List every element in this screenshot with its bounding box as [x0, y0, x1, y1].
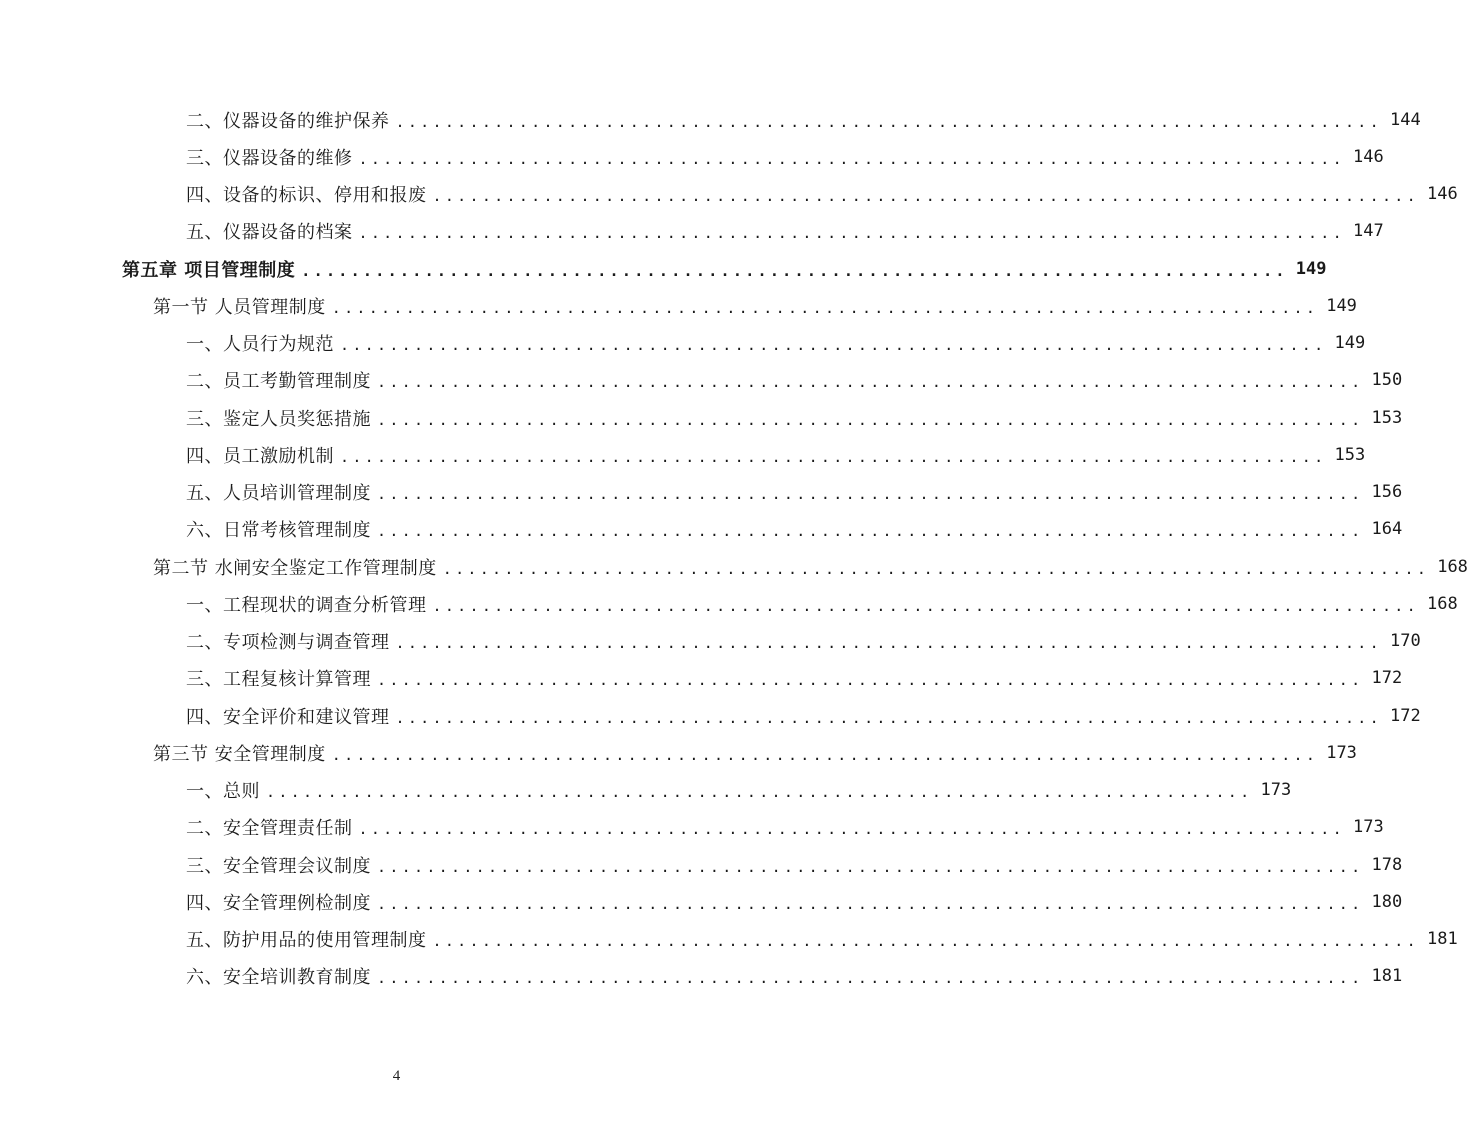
- toc-item-entry[interactable]: [186, 325, 1366, 362]
- toc-section-entry[interactable]: [153, 287, 1357, 324]
- toc-entry-label: 二、专项检测与调查管理: [186, 632, 390, 653]
- toc-dot-leader: ................................................................................: [432, 187, 1419, 205]
- toc-section-entry[interactable]: [153, 548, 1468, 585]
- toc-page-number: 181: [1426, 929, 1458, 949]
- toc-dot-leader: ................................................................................: [377, 671, 1364, 690]
- toc-entry-label: 一、总则: [186, 781, 260, 802]
- toc-dot-leader: ................................................................................: [377, 485, 1364, 503]
- toc-page-number: 172: [1371, 668, 1403, 689]
- toc-dot-leader: ................................................................................: [377, 373, 1364, 392]
- toc-page-number: 178: [1371, 854, 1403, 875]
- toc-entry-label: 一、人员行为规范: [186, 334, 334, 355]
- toc-dot-leader: ................................................................................: [358, 820, 1345, 839]
- toc-dot-leader: ................................................................................: [442, 559, 1430, 578]
- toc-dot-leader: ................................................................................: [432, 596, 1419, 615]
- toc-page-number: 180: [1371, 891, 1403, 912]
- toc-item-entry[interactable]: [186, 772, 1292, 809]
- toc-item-entry[interactable]: [186, 436, 1366, 473]
- toc-page-number: 147: [1352, 221, 1384, 242]
- toc-dot-leader: ................................................................................: [340, 447, 1327, 466]
- toc-page-number: 172: [1389, 705, 1421, 726]
- toc-dot-leader: ................................................................................: [377, 894, 1364, 913]
- toc-entry-label: 四、安全评价和建议管理: [186, 706, 390, 728]
- toc-page-number: 164: [1371, 519, 1403, 540]
- toc-page-number: 181: [1371, 966, 1403, 987]
- toc-chapter-entry[interactable]: [122, 250, 1327, 287]
- toc-item-entry[interactable]: [186, 474, 1403, 511]
- toc-entry-label: 第二节 水闸安全鉴定工作管理制度: [153, 557, 437, 579]
- toc-page-number: 146: [1352, 146, 1384, 167]
- toc-entry-label: 四、设备的标识、停用和报废: [186, 185, 427, 206]
- toc-item-entry[interactable]: [186, 511, 1403, 548]
- toc-dot-leader: ................................................................................: [377, 969, 1364, 988]
- toc-page-number: 150: [1371, 370, 1403, 391]
- toc-page-number: 146: [1426, 184, 1458, 204]
- toc-section-entry[interactable]: [153, 734, 1357, 771]
- toc-page-number: 153: [1371, 407, 1403, 428]
- toc-dot-leader: ................................................................................: [266, 783, 1253, 801]
- toc-entry-label: 三、仪器设备的维修: [186, 147, 353, 169]
- toc-entry-label: 二、员工考勤管理制度: [186, 371, 371, 393]
- toc-dot-leader: ................................................................................: [377, 410, 1364, 429]
- toc-dot-leader: ................................................................................: [358, 224, 1345, 243]
- toc-item-entry[interactable]: [186, 213, 1384, 250]
- toc-entry-label: 第五章 项目管理制度: [122, 259, 296, 281]
- toc-dot-leader: ................................................................................: [331, 298, 1319, 317]
- toc-entry-label: 三、工程复核计算管理: [186, 669, 371, 691]
- toc-entry-label: 第三节 安全管理制度: [153, 743, 326, 765]
- toc-page-number: 168: [1437, 556, 1468, 577]
- toc-page-number: 173: [1260, 780, 1292, 800]
- toc-page-number: 168: [1426, 593, 1458, 614]
- toc-entry-label: 三、安全管理会议制度: [186, 855, 371, 877]
- toc-page-number: 156: [1371, 482, 1403, 502]
- toc-entry-label: 五、仪器设备的档案: [186, 222, 353, 244]
- toc-item-entry[interactable]: [186, 101, 1421, 138]
- toc-entry-label: 五、人员培训管理制度: [186, 483, 371, 504]
- toc-entry-label: 五、防护用品的使用管理制度: [186, 930, 427, 951]
- toc-item-entry[interactable]: [186, 362, 1403, 399]
- toc-item-entry[interactable]: [186, 176, 1458, 213]
- toc-entry-label: 第一节 人员管理制度: [153, 296, 326, 318]
- toc-page-number: 173: [1352, 817, 1384, 838]
- toc-item-entry[interactable]: [186, 585, 1458, 622]
- toc-dot-leader: ................................................................................: [395, 634, 1382, 652]
- toc-entry-label: 三、鉴定人员奖惩措施: [186, 408, 371, 430]
- toc-entry-label: 四、员工激励机制: [186, 445, 334, 467]
- page-number: 4: [392, 1068, 401, 1084]
- toc-item-entry[interactable]: [186, 883, 1403, 920]
- toc-dot-leader: ................................................................................: [432, 932, 1419, 950]
- toc-entry-label: 二、仪器设备的维护保养: [186, 110, 390, 132]
- toc-page-number: 149: [1295, 258, 1327, 279]
- toc-item-entry[interactable]: [186, 846, 1403, 883]
- toc-item-entry[interactable]: [186, 809, 1384, 846]
- toc-dot-leader: ................................................................................: [395, 112, 1382, 131]
- toc-entry-label: 四、安全管理例检制度: [186, 892, 371, 914]
- toc-page-number: 173: [1326, 742, 1357, 763]
- toc-item-entry[interactable]: [186, 660, 1403, 697]
- toc-entry-label: 六、安全培训教育制度: [186, 967, 371, 989]
- toc-dot-leader: ................................................................................: [358, 149, 1345, 168]
- toc-entry-label: 一、工程现状的调查分析管理: [186, 594, 427, 616]
- toc-item-entry[interactable]: [186, 623, 1421, 660]
- toc-dot-leader: ................................................................................: [331, 745, 1319, 764]
- toc-page-number: 153: [1334, 444, 1366, 465]
- toc-item-entry[interactable]: [186, 138, 1384, 175]
- toc-item-entry[interactable]: [186, 921, 1458, 958]
- toc-page-number: 149: [1334, 333, 1366, 353]
- toc-item-entry[interactable]: [186, 958, 1403, 995]
- toc-page-number: 144: [1389, 109, 1421, 130]
- toc-entry-label: 二、安全管理责任制: [186, 818, 353, 840]
- toc-page-number: 149: [1326, 295, 1357, 316]
- toc-dot-leader: ................................................................................: [395, 708, 1382, 727]
- toc-dot-leader: ................................................................................: [377, 857, 1364, 876]
- toc-item-entry[interactable]: [186, 399, 1403, 436]
- toc-page-number: 170: [1389, 631, 1421, 651]
- toc-item-entry[interactable]: [186, 697, 1421, 734]
- toc-dot-leader: ................................................................................: [377, 522, 1364, 541]
- toc-dot-leader: ................................................................................: [301, 261, 1288, 280]
- toc-dot-leader: ................................................................................: [340, 336, 1327, 354]
- toc-entry-label: 六、日常考核管理制度: [186, 520, 371, 542]
